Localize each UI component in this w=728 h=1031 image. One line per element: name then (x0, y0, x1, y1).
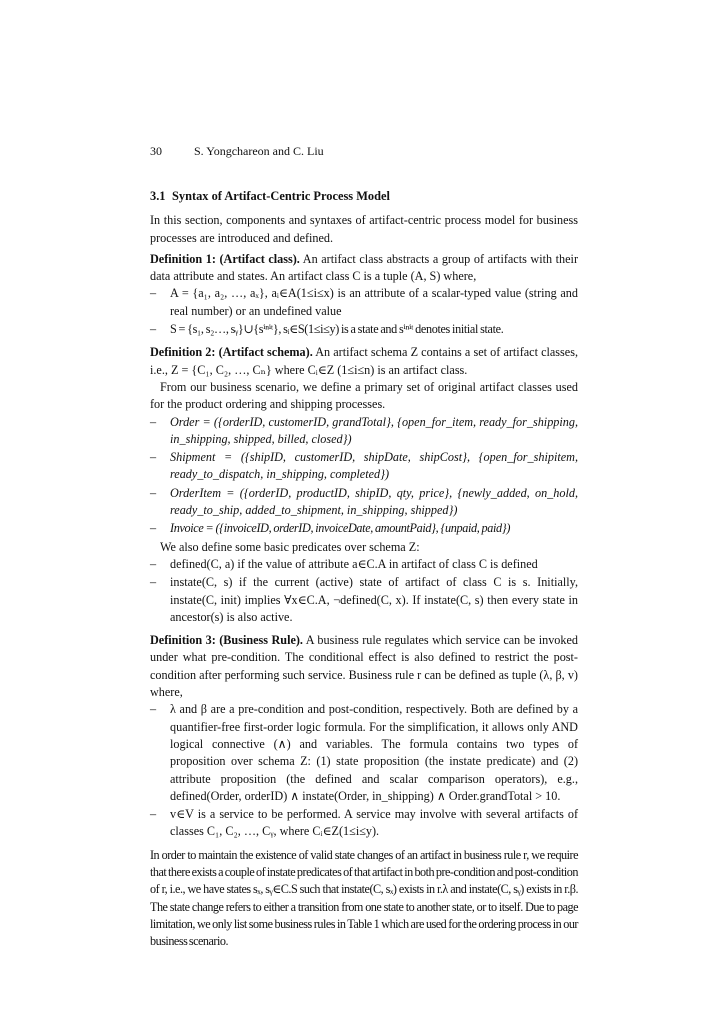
section-title: Syntax of Artifact-Centric Process Model (172, 189, 390, 203)
predicates-intro: We also define some basic predicates over schema Z: (160, 539, 420, 554)
dash-bullet: – (150, 521, 156, 536)
dash-bullet: – (150, 450, 157, 465)
list-item (150, 414, 578, 449)
definition-3-list (150, 701, 578, 840)
list-item (150, 556, 578, 573)
dash-bullet: – (150, 485, 157, 500)
dash-bullet: – (150, 286, 157, 301)
definition-2-text: An artifact schema Z contains a set of artifact classes, i.e., Z = {C₁, C₂, …, Cₙ} where Cᵢ∈Z (1≤i≤n) is an artifact class. (150, 345, 578, 377)
list-item-text: Order = ({orderID, customerID, grandTotal}, {open_for_item, ready_for_shipping, in_shipping, shipped, billed, closed}) (170, 414, 578, 446)
list-item-text: defined(C, a) if the value of attribute a∈C.A in artifact of class C is defined (170, 556, 538, 571)
list-item (150, 806, 578, 841)
list-item-text: λ and β are a pre-condition and post-condition, respectively. Both are defined by a quantifier-free first-order logic formula. For the simplification, it allows only AND logical connective (∧) and variables. The formula contains two types of proposition over schema Z: (1) state proposition (the instate predicate) and (2) attribute proposition (the defined and scalar comparison operators), e.g., defined(Order, orderID) ∧ instate(Order, in_shipping) ∧ Order.grandTotal > 10. (170, 702, 578, 803)
definition-3 (150, 632, 578, 701)
list-item-text: v∈V is a service to be performed. A service may involve with several artifacts of classes C₁, C₂, …, Cᵧ, where Cᵢ∈Z(1≤i≤y). (170, 807, 578, 839)
dash-bullet: – (150, 702, 157, 717)
list-item-text: Invoice = ({invoiceID, orderID, invoiceDate, amountPaid}, {unpaid, paid}) (170, 521, 511, 536)
closing-paragraph: In order to maintain the existence of valid state changes of an artifact in business rule r, we require that there exists a couple of instate predicates of that artifact in both pre-condition and post-condition of r, i.e., we have states sₓ, sᵧ∈C.S such that instate(C, sₓ) exists in r.λ and instate(C, sᵧ) exists in r.β. The state change refers to either a transition from one state to another state, or to itself. Due to page limitation, we only list some business rules in Table 1 which are used for the ordering process in our business scenario. (150, 847, 578, 949)
list-item-text: Shipment = ({shipID, customerID, shipDate, shipCost}, {open_for_shipitem, ready_to_dispatch, in_shipping, completed}) (170, 450, 578, 482)
dash-bullet: – (150, 414, 157, 429)
list-item (150, 574, 578, 626)
definition-2-paragraph: From our business scenario, we define a primary set of original artifact classes used for the product ordering and shipping processes. (150, 379, 578, 412)
list-item (150, 520, 578, 537)
definition-2 (150, 344, 578, 379)
list-item (150, 701, 578, 805)
list-item-text: A = {a₁, a₂, …, aₓ}, aᵢ∈A(1≤i≤x) is an attribute of a scalar-typed value (string and real number) or an undefined value (170, 286, 578, 318)
list-item (150, 485, 578, 520)
section-number: 3.1 (150, 189, 166, 203)
section-heading (150, 188, 578, 205)
intro-paragraph: In this section, components and syntaxes of artifact-centric process model for business processes are introduced and defined. (150, 213, 578, 245)
definition-2-label: Definition 2: (Artifact schema). (150, 345, 313, 360)
dash-bullet: – (150, 322, 156, 337)
artifact-class-list (150, 414, 578, 538)
list-item-text: S = {s₁, s₂…, sᵧ}∪{sⁱⁿⁱᵗ}, sᵢ∈S(1≤i≤y) is a state and sⁱⁿⁱᵗ denotes initial state. (170, 322, 504, 337)
dash-bullet: – (150, 807, 157, 822)
definition-3-text: A business rule regulates which service can be invoked under what pre-condition. The conditional effect is also defined to restrict the post-condition after performing such service. Business rule r can be defined as tuple (λ, β, v) where, (150, 633, 578, 700)
page (150, 143, 578, 950)
list-item (150, 321, 578, 338)
definition-1-label: Definition 1: (Artifact class). (150, 251, 300, 266)
dash-bullet: – (150, 556, 157, 571)
running-header (150, 143, 578, 161)
dash-bullet: – (150, 575, 157, 590)
list-item-text: instate(C, s) if the current (active) state of artifact of class C is s. Initially, instate(C, init) implies ∀x∈C.A, ¬defined(C, x). If instate(C, s) then every state in ancestor(s) is also active. (170, 575, 578, 624)
definition-3-label: Definition 3: (Business Rule). (150, 633, 303, 648)
list-item (150, 449, 578, 484)
running-title: S. Yongchareon and C. Liu (194, 144, 324, 158)
definition-1 (150, 251, 578, 286)
definition-1-text: An artifact class abstracts a group of artifacts with their data attribute and states. An artifact class C is a tuple (A, S) where, (150, 251, 578, 284)
list-item (150, 285, 578, 320)
definition-1-list (150, 285, 578, 338)
predicate-list (150, 556, 578, 626)
page-number: 30 (150, 144, 162, 158)
list-item-text: OrderItem = ({orderID, productID, shipID, qty, price}, {newly_added, on_hold, ready_to_ship, added_to_shipment, in_shipping, shipped}) (170, 485, 578, 518)
